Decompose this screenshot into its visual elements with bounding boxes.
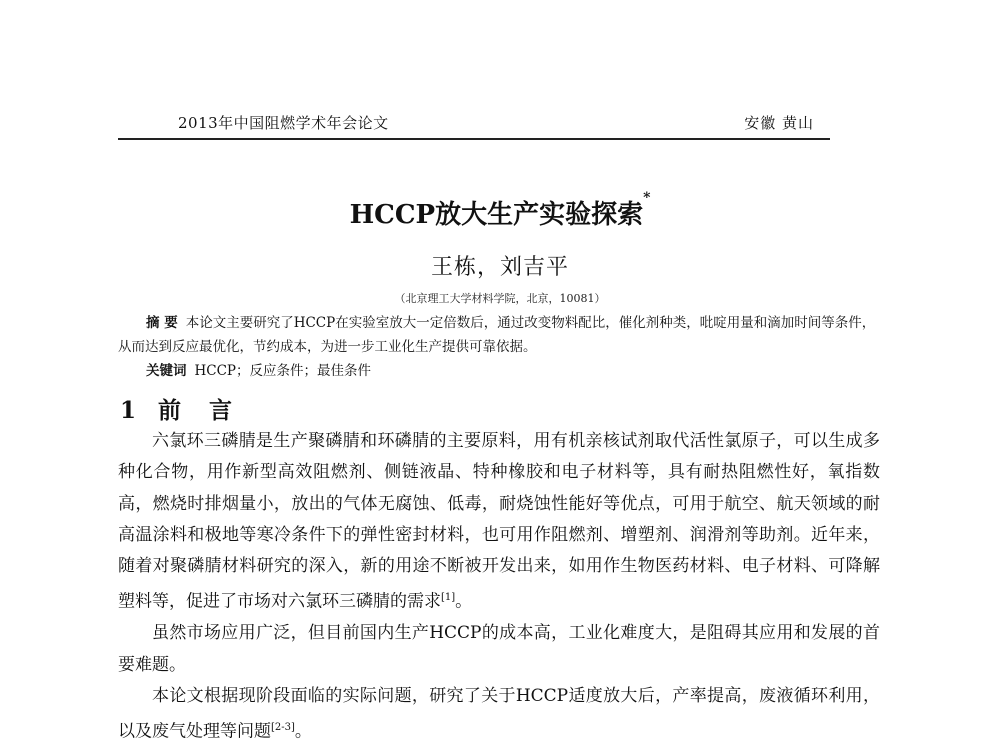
section-title: 前 言 bbox=[158, 397, 243, 424]
keywords bbox=[146, 361, 876, 381]
abstract-text: 本论文主要研究了HCCP在实验室放大一定倍数后，通过改变物料配比，催化剂种类，吡啶用量和滴加时间等条件，从而达到反应最优化，节约成本，为进一步工业化生产提供可靠依据。 bbox=[118, 315, 876, 355]
title-footnote-mark: * bbox=[643, 190, 651, 206]
citation: [1] bbox=[441, 592, 456, 604]
paragraph-text: 六氯环三磷腈是生产聚磷腈和环磷腈的主要原料，用有机亲核试剂取代活性氯原子，可以生成多种化合物，用作新型高效阻燃剂、侧链液晶、特种橡胶和电子材料等，具有耐热阻燃性好，氧指数高，燃烧时排烟量小，放出的气体无腐蚀、低毒，耐烧蚀性能好等优点，可用于航空、航天领域的耐高温涂料和极地等寒冷条件下的弹性密封材料，也可用作阻燃剂、增塑剂、润滑剂等助剂。近年来，随着对聚磷腈材料研究的深入，新的用途不断被开发出来，如用作生物医药材料、电子材料、可降解塑料等，促进了市场对六氯环三磷腈的需求 bbox=[118, 431, 880, 613]
abstract bbox=[118, 311, 878, 359]
paragraph bbox=[118, 681, 880, 748]
running-header bbox=[118, 110, 830, 140]
keywords-label: 关键词 bbox=[146, 363, 187, 379]
body-text bbox=[118, 426, 880, 748]
section-heading bbox=[120, 392, 242, 425]
paragraph-text: 本论文根据现阶段面临的实际问题，研究了关于HCCP适度放大后，产率提高，废液循环利用，以及废气处理等问题 bbox=[118, 686, 880, 742]
paragraph-end: 。 bbox=[455, 592, 473, 613]
header-conference: 2013年中国阻燃学术年会论文 bbox=[178, 114, 389, 132]
keywords-text: HCCP；反应条件；最佳条件 bbox=[194, 363, 372, 379]
paper-title-text: HCCP放大生产实验探索 bbox=[349, 200, 644, 230]
paper-authors: 王栋，刘吉平 bbox=[430, 255, 569, 280]
paper-affiliation: （北京理工大学材料学院，北京，10081） bbox=[394, 292, 606, 305]
header-location: 安徽 黄山 bbox=[744, 114, 814, 132]
paragraph-end: 。 bbox=[294, 721, 312, 742]
citation: [2-3] bbox=[271, 722, 295, 734]
paragraph bbox=[118, 426, 880, 618]
abstract-label: 摘 要 bbox=[146, 315, 178, 331]
paragraph bbox=[118, 618, 880, 681]
paragraph-text: 虽然市场应用广泛，但目前国内生产HCCP的成本高，工业化难度大，是阻碍其应用和发展的首要难题。 bbox=[118, 623, 880, 675]
section-number: 1 bbox=[120, 397, 137, 424]
paper-title bbox=[0, 190, 1000, 231]
